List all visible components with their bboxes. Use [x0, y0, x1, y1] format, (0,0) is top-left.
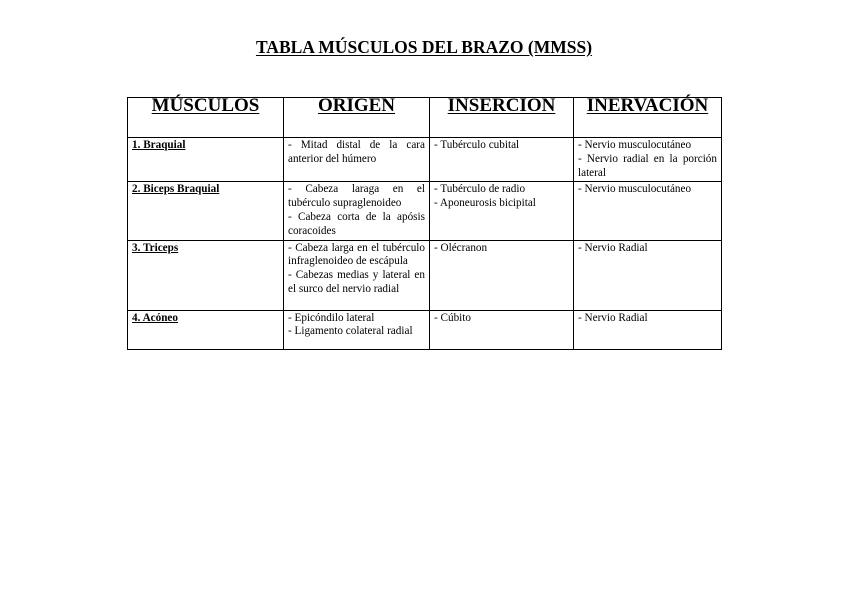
table-header-row	[128, 98, 722, 138]
table-row	[128, 240, 722, 310]
insercion-line: - Cúbito	[434, 311, 471, 324]
insercion-line: - Aponeurosis bicipital	[434, 197, 536, 210]
inervacion-line: - Nervio musculocutáneo	[578, 183, 692, 196]
origen-line: - Cabeza laraga en el tubérculo supraglenoideo	[288, 183, 425, 210]
muscle-name: 4. Acóneo	[128, 310, 284, 349]
header-inervacion: INERVACIÓN	[574, 98, 722, 138]
table-row	[128, 182, 722, 240]
origen-line: - Cabezas medias y lateral en el surco del nervio radial	[288, 269, 425, 295]
origen-line: - Ligamento colateral radial	[288, 325, 413, 338]
muscle-name: 1. Braquial	[128, 138, 284, 182]
inervacion-cell	[574, 138, 722, 182]
origen-line: - Mitad distal de la cara anterior del húmero	[288, 139, 425, 165]
document-title: TABLA MÚSCULOS DEL BRAZO (MMSS)	[255, 37, 593, 57]
origen-cell	[284, 310, 430, 349]
muscle-name: 3. Triceps	[128, 240, 284, 310]
insercion-cell	[430, 310, 574, 349]
header-insercion: INSERCION	[430, 98, 574, 138]
origen-cell	[284, 182, 430, 240]
inervacion-cell	[574, 240, 722, 310]
table-row	[128, 138, 722, 182]
insercion-line: - Tubérculo cubital	[434, 139, 520, 151]
inervacion-cell	[574, 310, 722, 349]
inervacion-line: - Nervio radial en la porción lateral	[578, 152, 717, 179]
origen-cell	[284, 138, 430, 182]
muscle-table	[127, 97, 722, 350]
insercion-line: - Tubérculo de radio	[434, 183, 526, 196]
origen-line: - Cabeza corta de la apósis coracoides	[288, 210, 425, 237]
muscle-name: 2. Biceps Braquial	[128, 182, 284, 240]
origen-cell	[284, 240, 430, 310]
inervacion-line: - Nervio musculocutáneo	[578, 139, 692, 151]
origen-line: - Cabeza larga en el tubérculo infraglenoideo de escápula	[288, 241, 425, 268]
header-musculos: MÚSCULOS	[128, 98, 284, 138]
insercion-cell	[430, 240, 574, 310]
header-origen: ORIGEN	[284, 98, 430, 138]
insercion-cell	[430, 138, 574, 182]
inervacion-cell	[574, 182, 722, 240]
inervacion-line: - Nervio Radial	[578, 241, 648, 254]
table-row	[128, 310, 722, 349]
insercion-cell	[430, 182, 574, 240]
origen-line: - Epicóndilo lateral	[288, 311, 375, 324]
insercion-line: - Olécranon	[434, 241, 488, 254]
inervacion-line: - Nervio Radial	[578, 311, 648, 324]
